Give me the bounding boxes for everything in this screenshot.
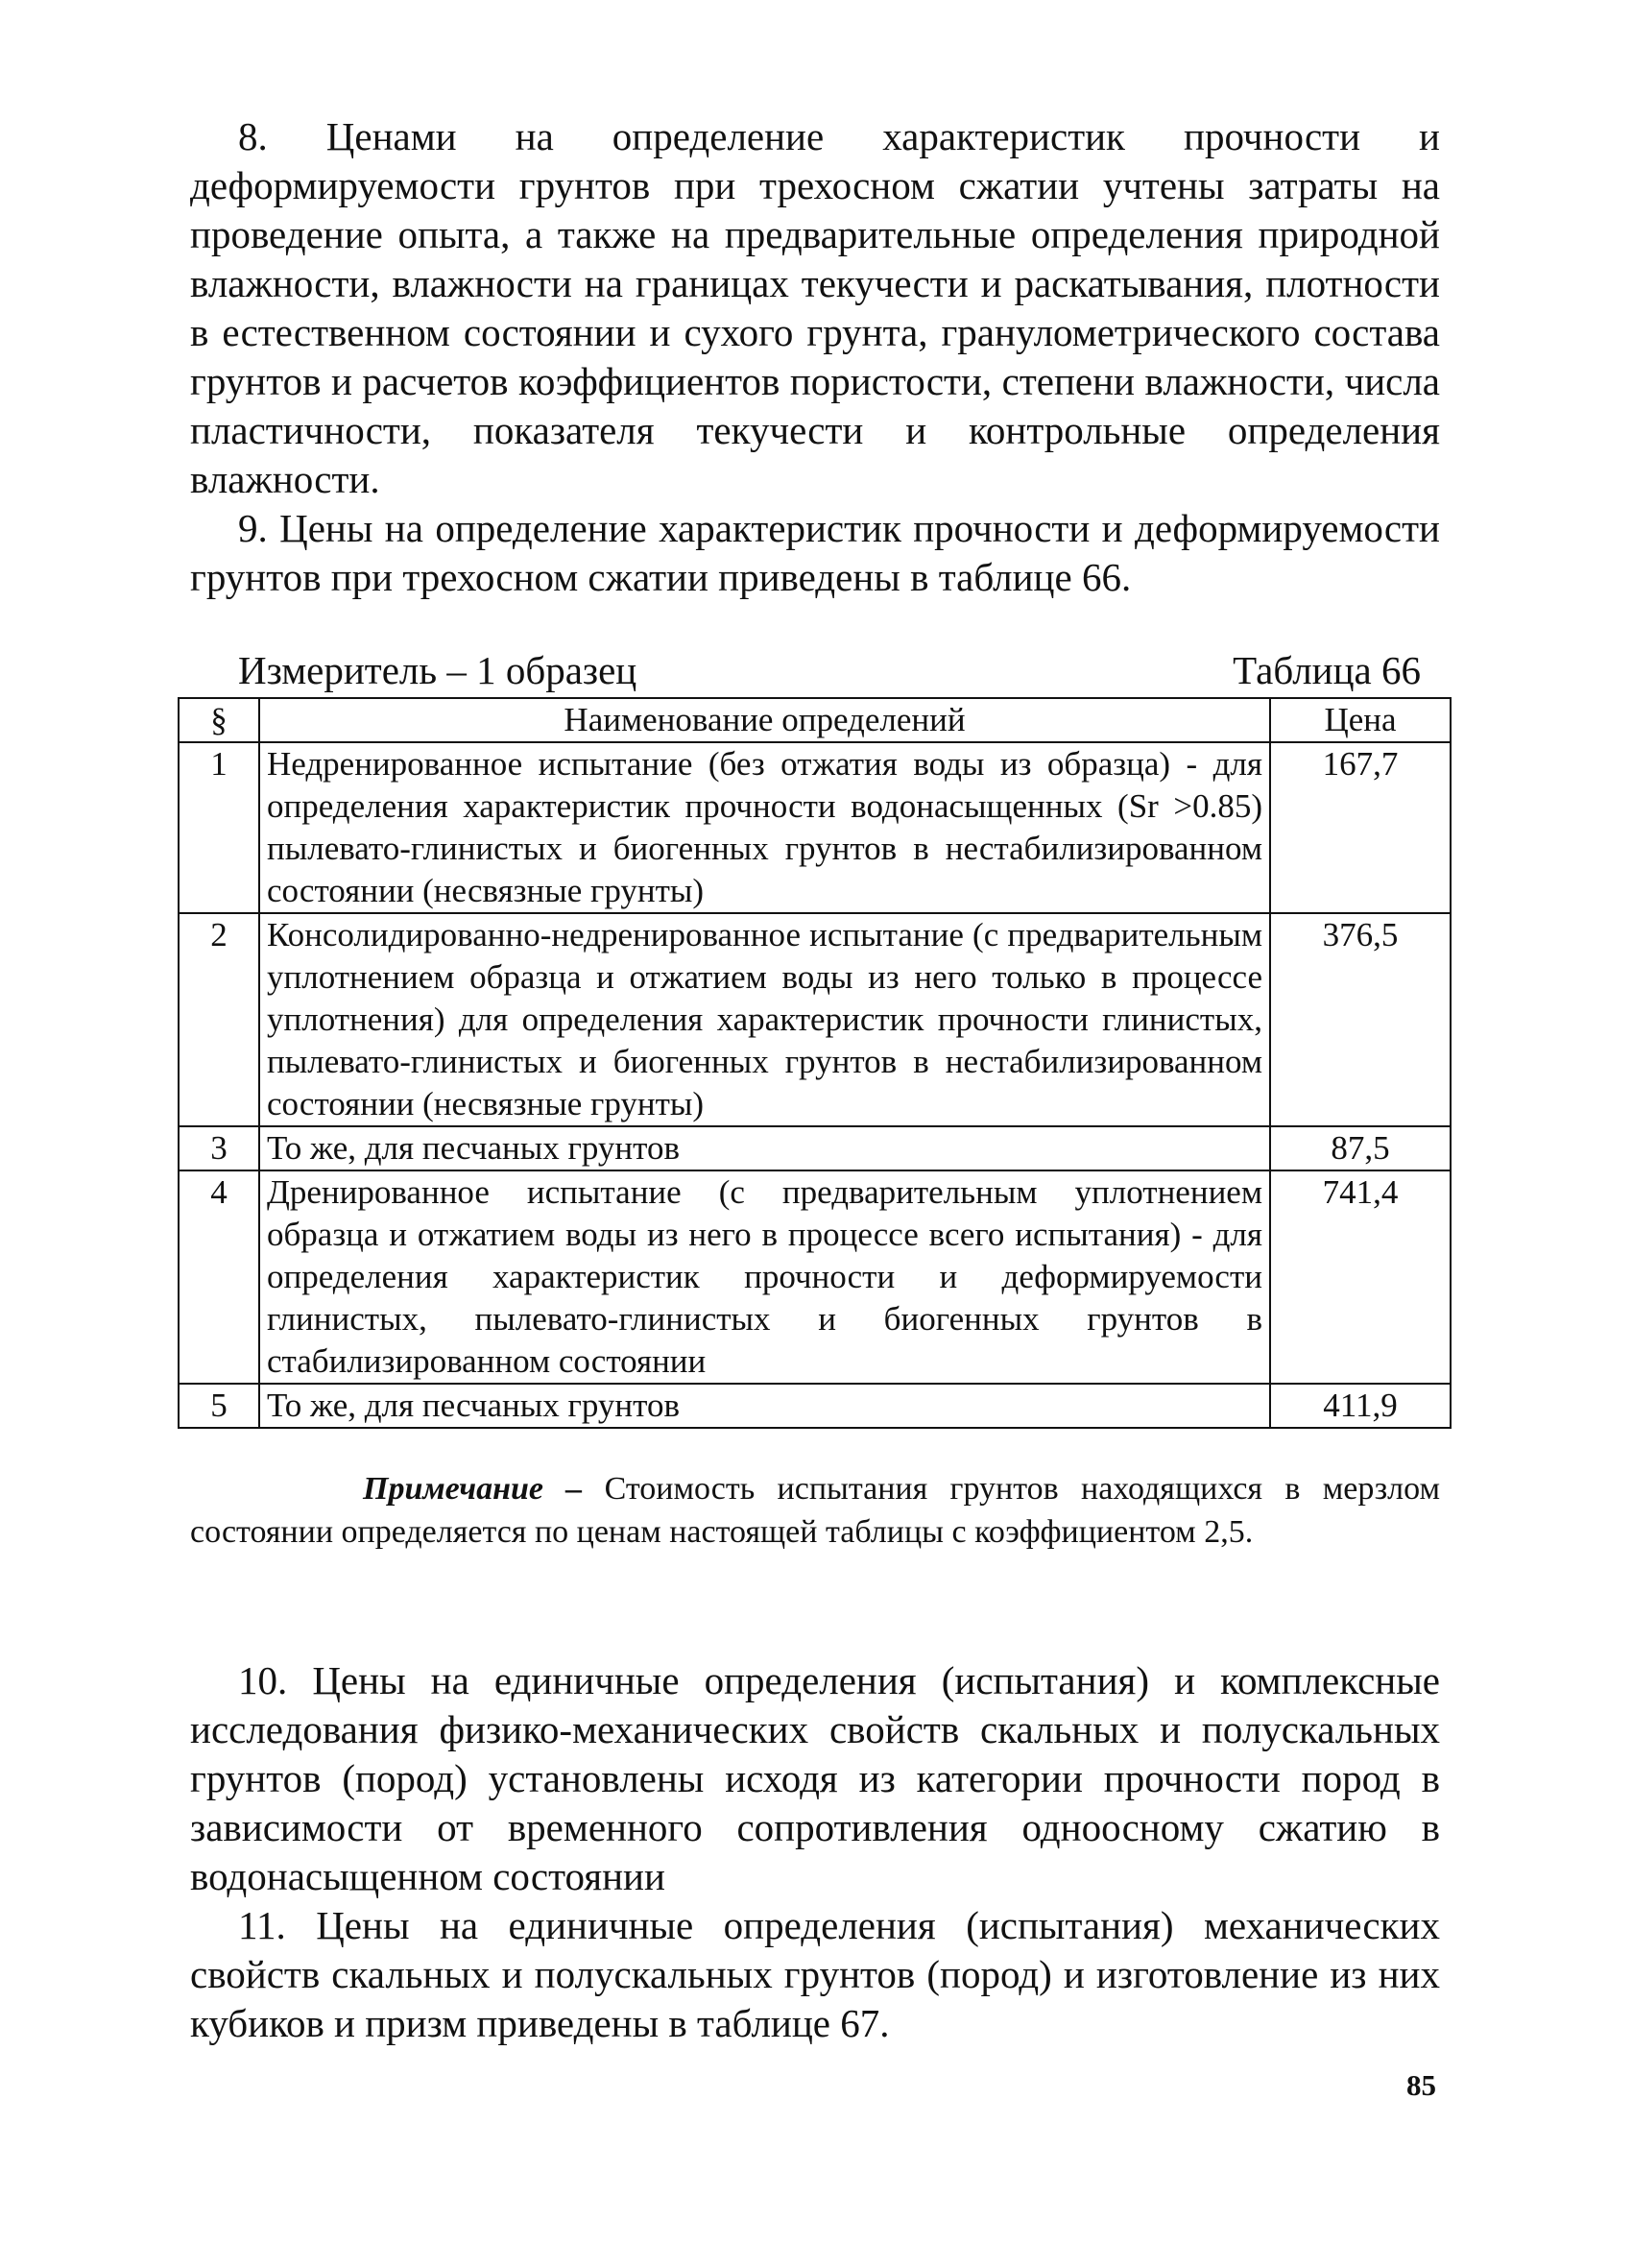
- page-number: 85: [1406, 2068, 1436, 2102]
- row-description: То же, для песчаных грунтов: [259, 1384, 1270, 1428]
- table-row: [179, 1170, 1451, 1384]
- table-row: [179, 1384, 1451, 1428]
- row-price: 741,4: [1270, 1170, 1451, 1384]
- row-number: 5: [179, 1384, 259, 1428]
- row-description: То же, для песчаных грунтов: [259, 1126, 1270, 1170]
- row-price: 376,5: [1270, 913, 1451, 1126]
- row-description: Консолидированно-недренированное испытание (с предварительным уплотнением образца и отжатием воды из него только в процессе уплотнения) для определения характеристик прочности глинистых, пылевато-глинистых и биогенных грунтов в нестабилизированном состоянии (несвязные грунты): [259, 913, 1270, 1126]
- table-note: [190, 1467, 1440, 1554]
- paragraph-8: 8. Ценами на определение характеристик прочности и деформируемости грунтов при трехосном сжатии учтены затраты на проведение опыта, а также на предварительные определения природной влажности, влажности на границах текучести и раскатывания, плотности в естественном состоянии и сухого грунта, гранулометрического состава грунтов и расчетов коэффициентов пористости, степени влажности, числа пластичности, показателя текучести и контрольные определения влажности.: [190, 114, 1440, 501]
- table-row: [179, 1126, 1451, 1170]
- table-row: [179, 913, 1451, 1126]
- header-name: Наименование определений: [259, 698, 1270, 742]
- row-number: 1: [179, 742, 259, 913]
- header-section-number: §: [179, 698, 259, 742]
- row-number: 2: [179, 913, 259, 1126]
- row-price: 167,7: [1270, 742, 1451, 913]
- table-row: [179, 742, 1451, 913]
- row-number: 4: [179, 1170, 259, 1384]
- table-title: Таблица 66: [1233, 648, 1421, 692]
- header-price: Цена: [1270, 698, 1451, 742]
- table-measure-unit: Измеритель – 1 образец: [238, 648, 637, 692]
- row-number: 3: [179, 1126, 259, 1170]
- paragraph-10: 10. Цены на единичные определения (испытания) и комплексные исследования физико-механических свойств скальных и полускальных грунтов (пород) установлены исходя из категории прочности пород в зависимости от временного сопротивления одноосному сжатию в водонасыщенном состоянии: [190, 1658, 1440, 1898]
- paragraph-11: 11. Цены на единичные определения (испытания) механических свойств скальных и полускальных грунтов (пород) и изготовление из них кубиков и призм приведены в таблице 67.: [190, 1903, 1440, 2045]
- row-price: 411,9: [1270, 1384, 1451, 1428]
- table-header-row: [179, 698, 1451, 742]
- note-label: Примечание –: [363, 1471, 583, 1507]
- note-text: Стоимость испытания грунтов находящихся в мерзлом состоянии определяется по ценам настоящей таблицы с коэффициентом 2,5.: [190, 1471, 1440, 1550]
- row-price: 87,5: [1270, 1126, 1451, 1170]
- row-description: Недренированное испытание (без отжатия воды из образца) - для определения характеристик прочности водонасыщенных (Sr >0.85) пылевато-глинистых и биогенных грунтов в нестабилизированном состоянии (несвязные грунты): [259, 742, 1270, 913]
- table-66: [178, 697, 1452, 1429]
- paragraph-9: 9. Цены на определение характеристик прочности и деформируемости грунтов при трехосном сжатии приведены в таблице 66.: [190, 506, 1440, 599]
- row-description: Дренированное испытание (с предварительным уплотнением образца и отжатием воды из него в процессе всего испытания) - для определения характеристик прочности и деформируемости глинистых, пылевато-глинистых и биогенных грунтов в стабилизированном состоянии: [259, 1170, 1270, 1384]
